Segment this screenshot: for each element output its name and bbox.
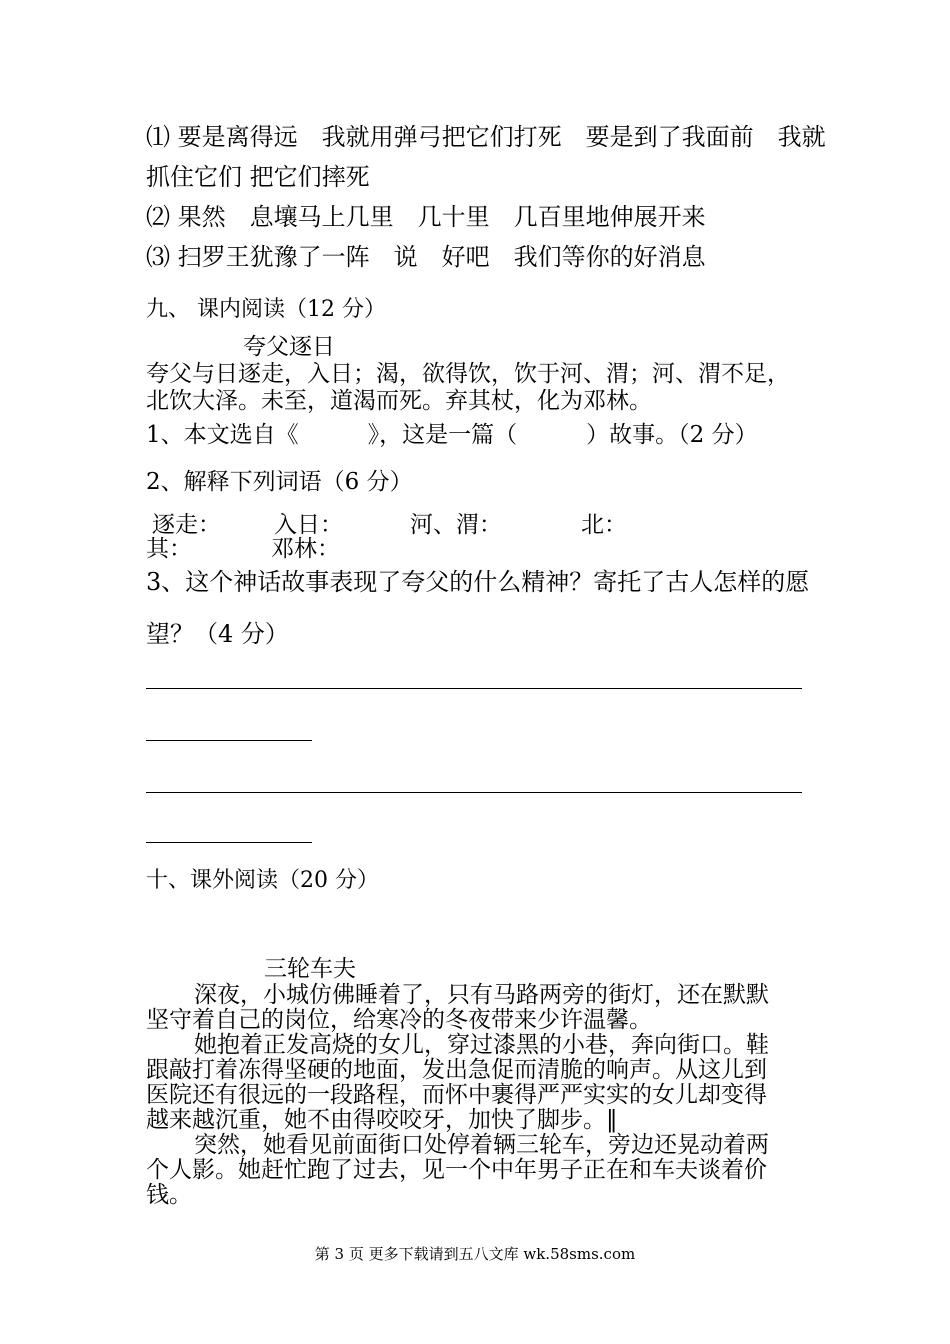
answer-line[interactable] — [146, 792, 802, 793]
term-bei: 北： — [581, 512, 627, 538]
punct-item-3: ⑶ 扫罗王犹豫了一阵 说 好吧 我们等你的好消息 — [146, 243, 706, 271]
section-9-passage-title: 夸父逐日 — [243, 334, 335, 360]
section-10-heading: 十、课外阅读（20 分） — [146, 868, 379, 893]
section-10-passage-line: 越来越沉重，她不由得咬咬牙，加快了脚步。‖ — [146, 1107, 618, 1133]
answer-line[interactable] — [146, 842, 312, 843]
term-qi: 其： — [146, 536, 192, 562]
punct-item-1-line-2: 抓住它们 把它们摔死 — [146, 163, 370, 191]
section-10-passage-line: 深夜，小城仿佛睡着了，只有马路两旁的街灯，还在默默 — [194, 982, 769, 1008]
section-9-passage-line-2: 北饮大泽。未至，道渴而死。弃其杖，化为邓林。 — [146, 388, 652, 414]
section-10-passage-line: 个人影。她赶忙跑了过去，见一个中年男子正在和车夫谈着价 — [146, 1157, 767, 1183]
section-9-question-1: 1、本文选自《 》，这是一篇（ ）故事。（2 分） — [146, 422, 758, 448]
section-9-question-3-line-2: 望？（4 分） — [146, 620, 289, 648]
term-ruri: 入日： — [274, 512, 343, 538]
punct-item-2: ⑵ 果然 息壤马上几里 几十里 几百里地伸展开来 — [146, 203, 706, 231]
section-10-passage-line: 医院还有很远的一段路程，而怀中裹得严严实实的女儿却变得 — [146, 1082, 767, 1108]
section-10-passage-line: 坚守着自己的岗位，给寒冷的冬夜带来少许温馨。 — [146, 1007, 652, 1033]
term-zhuzou: 逐走： — [152, 512, 221, 538]
page-footer: 第 3 页 更多下载请到五八文库 wk.58sms.com — [314, 1245, 636, 1263]
answer-line[interactable] — [146, 688, 802, 689]
punct-item-1-line-1: ⑴ 要是离得远 我就用弹弓把它们打死 要是到了我面前 我就 — [146, 123, 826, 151]
term-hewei: 河、渭： — [410, 512, 502, 538]
section-10-passage-line: 突然，她看见前面街口处停着辆三轮车，旁边还晃动着两 — [194, 1132, 769, 1158]
section-10-passage-line: 钱。 — [146, 1182, 192, 1208]
section-10-passage-line: 她抱着正发高烧的女儿，穿过漆黑的小巷，奔向街口。鞋 — [194, 1032, 769, 1058]
section-9-question-2: 2、解释下列词语（6 分） — [146, 469, 413, 495]
term-denglin: 邓林： — [271, 536, 340, 562]
section-9-passage-line-1: 夸父与日逐走，入日；渴，欲得饮，饮于河、渭；河、渭不足， — [146, 361, 790, 387]
answer-line[interactable] — [146, 740, 312, 741]
section-9-question-3-line-1: 3、这个神话故事表现了夸父的什么精神？寄托了古人怎样的愿 — [146, 568, 810, 596]
section-9-heading: 九、 课内阅读（12 分） — [146, 297, 386, 322]
section-10-passage-title: 三轮车夫 — [264, 956, 356, 982]
section-10-passage-line: 跟敲打着冻得坚硬的地面，发出急促而清脆的响声。从这儿到 — [146, 1057, 767, 1083]
